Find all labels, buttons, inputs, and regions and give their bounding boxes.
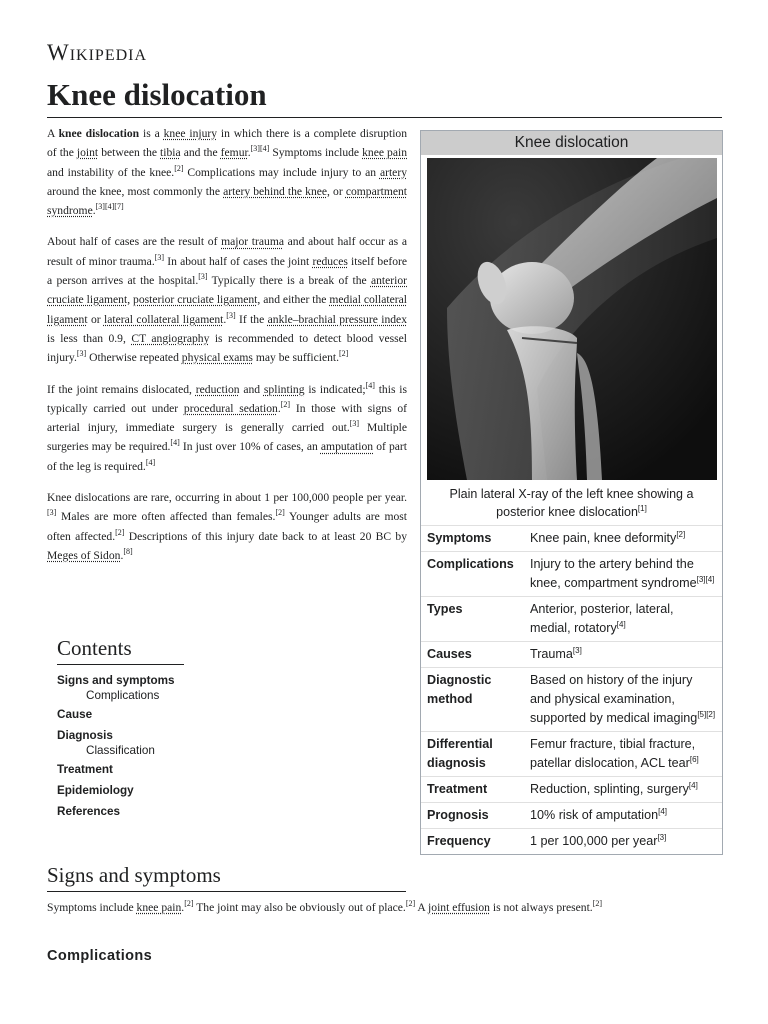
citation-reference[interactable]: [3] xyxy=(76,349,87,359)
text-run: Males are more often affected than females. xyxy=(56,510,276,524)
article-link[interactable]: reduction xyxy=(195,382,240,396)
intro-paragraph xyxy=(47,488,407,565)
citation-reference[interactable]: [2] xyxy=(405,899,416,909)
text-run: . xyxy=(223,312,227,326)
article-link[interactable]: medial collateral ligament xyxy=(47,293,407,326)
article-link[interactable]: CT angiography xyxy=(131,331,210,345)
text-run: If the joint remains dislocated, xyxy=(47,382,196,396)
toc-link[interactable]: Treatment xyxy=(57,763,113,776)
infobox-title: Knee dislocation xyxy=(421,131,722,155)
article-link[interactable]: procedural sedation xyxy=(183,401,278,415)
article-intro xyxy=(47,124,407,577)
infobox-row-value xyxy=(530,645,716,664)
toc-divider xyxy=(57,664,184,665)
infobox-row xyxy=(421,731,722,776)
infobox-row xyxy=(421,667,722,731)
infobox-row-label: Causes xyxy=(427,647,472,661)
toc-sublink[interactable]: Classification xyxy=(86,744,155,757)
text-run: Typically there is a break of the xyxy=(207,274,371,288)
citation-reference[interactable]: [6] xyxy=(689,754,699,764)
citation-reference[interactable]: [4] xyxy=(688,780,698,790)
intro-paragraph xyxy=(47,380,407,476)
citation-reference[interactable]: [2] xyxy=(115,527,125,537)
text-run: . xyxy=(277,401,281,415)
citation-reference[interactable]: [2] xyxy=(184,899,194,909)
text-run: . xyxy=(247,146,251,160)
text-run: and instability of the knee. xyxy=(47,165,175,179)
infobox-row-value xyxy=(530,735,716,773)
text-run: , or xyxy=(327,184,346,198)
citation-reference[interactable]: [3] xyxy=(154,252,165,262)
text-run: , and either the xyxy=(257,293,330,307)
bold-term: knee dislocation xyxy=(58,127,140,140)
toc-link[interactable]: Cause xyxy=(57,708,93,721)
infobox-row-label: Differential diagnosis xyxy=(427,737,493,770)
citation-reference[interactable]: [3][4][7] xyxy=(95,202,124,212)
text-run: and xyxy=(239,382,264,396)
article-link[interactable]: knee injury xyxy=(163,127,218,140)
citation-reference[interactable]: [4] xyxy=(616,619,626,629)
text-run: Otherwise repeated xyxy=(86,351,182,365)
toc-link[interactable]: Diagnosis xyxy=(57,729,113,742)
infobox-row-value xyxy=(530,806,716,825)
citation-reference[interactable]: [3][4] xyxy=(696,574,715,584)
infobox xyxy=(420,130,723,855)
infobox-row-value xyxy=(530,529,716,548)
citation-reference[interactable]: [2] xyxy=(339,349,349,359)
infobox-value-text: Based on history of the injury and physical examination, supported by medical imaging xyxy=(530,673,698,725)
text-run: Multiple surgeries may be required. xyxy=(47,421,407,454)
text-run: of part of the leg is required. xyxy=(47,440,407,473)
article-link[interactable]: amputation xyxy=(320,440,374,454)
infobox-row-value xyxy=(530,671,716,728)
toc-link[interactable]: Signs and symptoms xyxy=(57,674,175,687)
infobox-row xyxy=(421,802,722,828)
toc-title: Contents xyxy=(57,636,132,660)
text-run: around the knee, most commonly the xyxy=(47,184,224,198)
infobox-row-value xyxy=(530,600,716,638)
text-run: this is typically carried out under xyxy=(47,382,407,415)
infobox-row-label: Frequency xyxy=(427,834,491,848)
article-link[interactable]: ankle–brachial pressure index xyxy=(267,312,407,326)
infobox-row xyxy=(421,776,722,802)
article-link[interactable]: lateral collateral ligament xyxy=(103,312,224,326)
article-link[interactable]: posterior cruciate ligament xyxy=(133,293,258,307)
text-run: In those with signs of arterial injury, immediate surgery is generally carried out. xyxy=(47,401,408,435)
citation-reference[interactable]: [3] xyxy=(226,310,236,320)
text-run: and the xyxy=(180,146,221,160)
infobox-row xyxy=(421,828,722,854)
table-of-contents xyxy=(57,633,277,825)
citation-reference[interactable]: [3] xyxy=(572,645,582,655)
infobox-value-text: Femur fracture, tibial fracture, patellar dislocation, ACL tear xyxy=(530,737,696,770)
article-link[interactable]: major trauma xyxy=(221,235,284,249)
section-divider xyxy=(47,891,406,892)
article-link[interactable]: joint xyxy=(76,146,99,160)
text-run: If the xyxy=(235,312,268,326)
article-link[interactable]: anterior cruciate ligament xyxy=(47,274,407,307)
citation-reference[interactable]: [2] xyxy=(174,163,184,173)
infobox-rows xyxy=(421,525,722,854)
toc-list xyxy=(57,673,277,825)
page-title: Knee dislocation xyxy=(47,77,267,112)
text-run: is indicated; xyxy=(304,382,366,396)
citation-reference[interactable]: [8] xyxy=(123,547,133,557)
citation-reference[interactable]: [4] xyxy=(365,380,375,390)
infobox-row-label: Treatment xyxy=(427,782,488,796)
article-link[interactable]: artery xyxy=(379,165,407,179)
text-run: itself before a person arrives at the hospital. xyxy=(47,254,407,288)
article-link[interactable]: Meges of Sidon xyxy=(47,548,121,562)
article-link[interactable]: knee pain xyxy=(362,146,408,160)
infobox-caption xyxy=(421,480,722,525)
infobox-value-text: Reduction, splinting, surgery xyxy=(530,782,689,796)
text-run: , xyxy=(127,293,134,307)
infobox-row-label: Symptoms xyxy=(427,531,492,545)
infobox-value-text: Anterior, posterior, lateral, medial, rotatory xyxy=(530,602,674,635)
toc-link[interactable]: References xyxy=(57,805,121,818)
text-run: A xyxy=(47,127,59,140)
infobox-row-label: Types xyxy=(427,602,463,616)
article-link[interactable]: physical exams xyxy=(181,351,253,365)
citation-reference[interactable]: [3] xyxy=(198,272,208,282)
citation-reference[interactable]: [3] xyxy=(657,832,667,842)
infobox-row-value xyxy=(530,555,716,593)
citation-reference[interactable]: [4] xyxy=(170,438,180,448)
caption-reference[interactable]: [1] xyxy=(637,503,647,513)
text-run: is not always present. xyxy=(489,901,593,914)
text-run: is a xyxy=(139,127,164,140)
infobox-row-label: Complications xyxy=(427,557,514,571)
citation-reference[interactable]: [3][4] xyxy=(250,144,270,154)
section-heading: Signs and symptoms xyxy=(47,863,221,887)
article-link[interactable]: compartment syndrome xyxy=(47,184,407,218)
section-paragraph xyxy=(47,898,727,917)
citation-reference[interactable]: [2] xyxy=(275,508,285,518)
toc-link[interactable]: Epidemiology xyxy=(57,784,134,797)
text-run: In about half of cases the joint xyxy=(164,254,313,268)
citation-reference[interactable]: [2] xyxy=(676,529,686,539)
wikipedia-wordmark[interactable]: Wikipedia xyxy=(47,40,148,65)
text-run: In just over 10% of cases, an xyxy=(179,440,321,454)
knee-xray-illustration xyxy=(427,158,717,480)
subsection-heading: Complications xyxy=(47,948,153,964)
citation-reference[interactable]: [5][2] xyxy=(697,709,716,719)
text-run: Knee dislocations are rare, occurring in about 1 per 100,000 people per year. xyxy=(47,491,407,505)
text-run: between the xyxy=(98,146,161,160)
text-run: is recommended to detect blood vessel injury. xyxy=(47,331,407,365)
citation-reference[interactable]: [4] xyxy=(145,457,156,467)
text-run: . xyxy=(92,204,96,218)
caption-text: Plain lateral X-ray of the left knee showing a posterior knee dislocation xyxy=(449,487,694,519)
citation-reference[interactable]: [4] xyxy=(658,806,668,816)
article-link[interactable]: joint effusion xyxy=(428,901,490,914)
citation-reference[interactable]: [2] xyxy=(280,400,291,409)
infobox-row-label: Diagnostic method xyxy=(427,673,492,706)
text-run: About half of cases are the result of xyxy=(47,235,222,249)
knee-xray-image[interactable] xyxy=(427,158,717,480)
intro-paragraph xyxy=(47,124,407,220)
infobox-value-text: Knee pain, knee deformity xyxy=(530,531,677,545)
text-run: The joint may also be obviously out of place. xyxy=(193,901,406,914)
text-run: Descriptions of this injury date back to at least 20 BC by xyxy=(124,529,408,543)
text-run: in which there is a complete disruption of the xyxy=(47,127,408,160)
text-run: and about half occur as a result of minor trauma. xyxy=(47,235,407,268)
citation-reference[interactable]: [3] xyxy=(349,419,360,429)
infobox-row xyxy=(421,596,722,641)
text-run: is less than 0.9, xyxy=(47,331,132,345)
article-link[interactable]: splinting xyxy=(263,382,305,396)
infobox-row xyxy=(421,551,722,596)
infobox-row xyxy=(421,525,722,551)
article-link[interactable]: reduces xyxy=(312,254,348,268)
citation-reference[interactable]: [2] xyxy=(592,899,603,909)
toc-sublink[interactable]: Complications xyxy=(86,689,160,702)
infobox-row xyxy=(421,641,722,667)
text-run: Symptoms include xyxy=(47,901,137,914)
text-run: Symptoms include xyxy=(269,146,363,160)
text-run: A xyxy=(415,901,429,914)
text-run: Complications may include injury to an xyxy=(183,165,380,179)
article-link[interactable]: tibia xyxy=(160,146,181,160)
infobox-value-text: 10% risk of amputation xyxy=(530,808,659,822)
article-link[interactable]: femur xyxy=(220,146,248,160)
infobox-row-value xyxy=(530,832,716,851)
text-run: . xyxy=(120,548,124,562)
intro-paragraph xyxy=(47,232,407,367)
text-run: or xyxy=(87,312,104,326)
article-link[interactable]: knee pain xyxy=(136,901,182,914)
article-link[interactable]: artery behind the knee xyxy=(223,184,328,198)
infobox-row-label: Prognosis xyxy=(427,808,489,822)
infobox-value-text: 1 per 100,000 per year xyxy=(530,834,658,848)
infobox-row-value xyxy=(530,780,716,799)
text-run: . xyxy=(181,901,185,914)
title-divider xyxy=(47,117,722,118)
infobox-value-text: Injury to the artery behind the knee, compartment syndrome xyxy=(530,557,697,590)
text-run: Younger adults are most often affected. xyxy=(47,510,407,543)
citation-reference[interactable]: [3] xyxy=(47,508,57,518)
text-run: may be sufficient. xyxy=(252,351,340,365)
infobox-value-text: Trauma xyxy=(530,647,573,661)
